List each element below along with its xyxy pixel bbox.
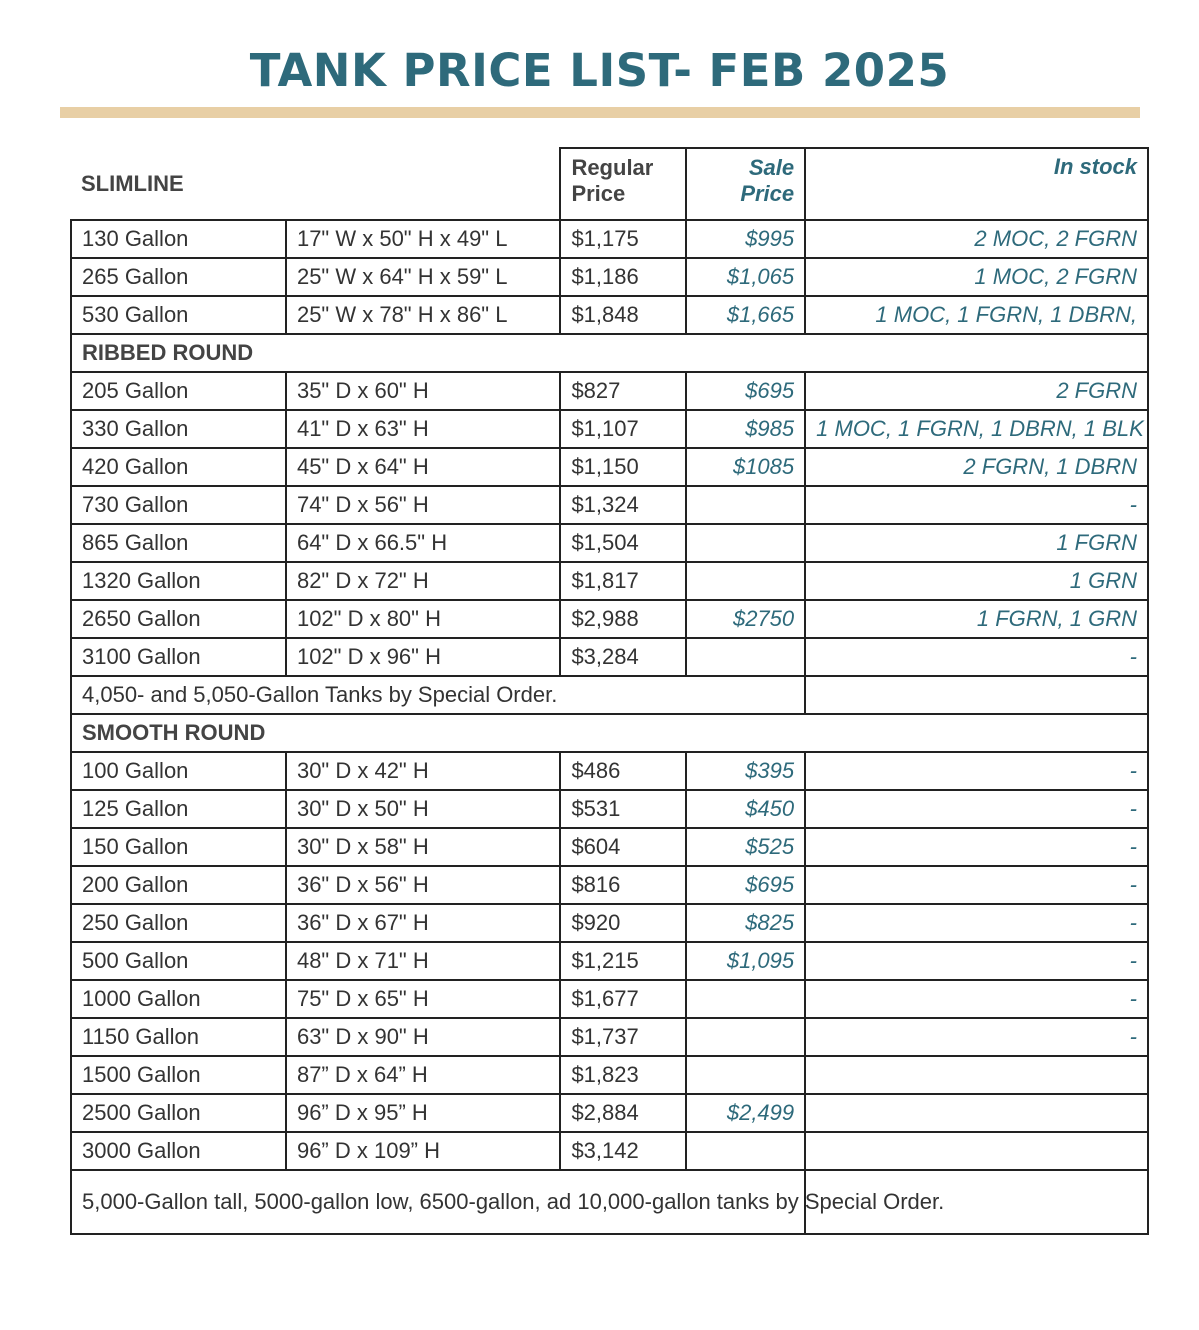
in-stock: -: [805, 828, 1148, 866]
tank-dimensions: 30" D x 50" H: [286, 790, 560, 828]
regular-price: $920: [560, 904, 686, 942]
in-stock: -: [805, 866, 1148, 904]
table-row: [71, 296, 1148, 334]
table-row: [71, 1056, 1148, 1094]
sale-price: $695: [686, 866, 805, 904]
in-stock: [805, 1094, 1148, 1132]
tank-size: 500 Gallon: [71, 942, 286, 980]
in-stock: -: [805, 904, 1148, 942]
table-row: [71, 524, 1148, 562]
regular-price: $1,150: [560, 448, 686, 486]
table-row: [71, 562, 1148, 600]
tank-dimensions: 82" D x 72" H: [286, 562, 560, 600]
sale-price: [686, 1018, 805, 1056]
in-stock: 1 FGRN, 1 GRN: [805, 600, 1148, 638]
tank-size: 2650 Gallon: [71, 600, 286, 638]
table-row: [71, 486, 1148, 524]
header-sale-price: Sale Price: [686, 148, 805, 220]
tank-dimensions: 30" D x 42" H: [286, 752, 560, 790]
sale-price: $995: [686, 220, 805, 258]
regular-price: $1,823: [560, 1056, 686, 1094]
tank-dimensions: 30" D x 58" H: [286, 828, 560, 866]
tank-size: 1000 Gallon: [71, 980, 286, 1018]
regular-price: $531: [560, 790, 686, 828]
tank-dimensions: 102" D x 96" H: [286, 638, 560, 676]
tank-dimensions: 25" W x 78" H x 86" L: [286, 296, 560, 334]
sale-price: $2,499: [686, 1094, 805, 1132]
sale-price: $1085: [686, 448, 805, 486]
tank-dimensions: 36" D x 67" H: [286, 904, 560, 942]
sale-price: $985: [686, 410, 805, 448]
in-stock: 1 GRN: [805, 562, 1148, 600]
table-row: [71, 942, 1148, 980]
table-row: [71, 752, 1148, 790]
sale-price: $2750: [686, 600, 805, 638]
tank-size: 730 Gallon: [71, 486, 286, 524]
in-stock: -: [805, 790, 1148, 828]
table-row: [71, 372, 1148, 410]
in-stock: 2 MOC, 2 FGRN: [805, 220, 1148, 258]
header-in-stock: In stock: [805, 148, 1148, 220]
header-regular-price: Regular Price: [560, 148, 686, 220]
tank-size: 3100 Gallon: [71, 638, 286, 676]
tank-size: 250 Gallon: [71, 904, 286, 942]
in-stock: 1 MOC, 2 FGRN: [805, 258, 1148, 296]
section-heading-ribbed: RIBBED ROUND: [71, 334, 805, 372]
in-stock: 1 MOC, 1 FGRN, 1 DBRN, 1 BLK: [805, 410, 1148, 448]
in-stock: -: [805, 638, 1148, 676]
in-stock: [805, 1132, 1148, 1170]
tank-dimensions: 41" D x 63" H: [286, 410, 560, 448]
sale-price: $695: [686, 372, 805, 410]
tank-size: 865 Gallon: [71, 524, 286, 562]
regular-price: $827: [560, 372, 686, 410]
sale-price: [686, 486, 805, 524]
sale-price: $1,065: [686, 258, 805, 296]
tank-size: 200 Gallon: [71, 866, 286, 904]
tank-dimensions: 96” D x 95” H: [286, 1094, 560, 1132]
in-stock: -: [805, 980, 1148, 1018]
tank-dimensions: 17" W x 50" H x 49" L: [286, 220, 560, 258]
in-stock: 1 FGRN: [805, 524, 1148, 562]
tank-dimensions: 102" D x 80" H: [286, 600, 560, 638]
regular-price: $1,107: [560, 410, 686, 448]
section-heading-slimline: SLIMLINE: [71, 148, 560, 220]
tank-dimensions: 75" D x 65" H: [286, 980, 560, 1018]
tank-dimensions: 36" D x 56" H: [286, 866, 560, 904]
tank-size: 1150 Gallon: [71, 1018, 286, 1056]
regular-price: $3,142: [560, 1132, 686, 1170]
sale-price: [686, 524, 805, 562]
regular-price: $1,175: [560, 220, 686, 258]
section-blank: [805, 714, 1148, 752]
tank-dimensions: 35" D x 60" H: [286, 372, 560, 410]
table-header-row: [71, 148, 1148, 220]
tank-dimensions: 64" D x 66.5" H: [286, 524, 560, 562]
tank-size: 205 Gallon: [71, 372, 286, 410]
tank-size: 130 Gallon: [71, 220, 286, 258]
regular-price: $816: [560, 866, 686, 904]
regular-price: $486: [560, 752, 686, 790]
regular-price: $3,284: [560, 638, 686, 676]
table-row: [71, 980, 1148, 1018]
tank-size: 1500 Gallon: [71, 1056, 286, 1094]
table-row: [71, 1094, 1148, 1132]
sale-price: $1,665: [686, 296, 805, 334]
table-row: [71, 828, 1148, 866]
regular-price: $604: [560, 828, 686, 866]
tank-dimensions: 63" D x 90" H: [286, 1018, 560, 1056]
in-stock: 2 FGRN, 1 DBRN: [805, 448, 1148, 486]
tank-size: 100 Gallon: [71, 752, 286, 790]
table-row: [71, 1132, 1148, 1170]
regular-price: $1,737: [560, 1018, 686, 1056]
regular-price: $1,817: [560, 562, 686, 600]
tank-size: 125 Gallon: [71, 790, 286, 828]
tank-dimensions: 87” D x 64” H: [286, 1056, 560, 1094]
table-row: [71, 1018, 1148, 1056]
title-divider: [60, 107, 1140, 118]
table-row: [71, 448, 1148, 486]
tank-size: 420 Gallon: [71, 448, 286, 486]
regular-price: $1,504: [560, 524, 686, 562]
regular-price: $2,884: [560, 1094, 686, 1132]
tank-dimensions: 25" W x 64" H x 59" L: [286, 258, 560, 296]
sale-price: [686, 1132, 805, 1170]
sale-price: [686, 1056, 805, 1094]
special-order-note: 4,050- and 5,050-Gallon Tanks by Special Order.: [71, 676, 805, 714]
table-row: [71, 258, 1148, 296]
tank-size: 330 Gallon: [71, 410, 286, 448]
tank-size: 3000 Gallon: [71, 1132, 286, 1170]
section-blank: [805, 334, 1148, 372]
regular-price: $1,186: [560, 258, 686, 296]
table-row: [71, 600, 1148, 638]
regular-price: $2,988: [560, 600, 686, 638]
sale-price: [686, 562, 805, 600]
regular-price: $1,848: [560, 296, 686, 334]
sale-price: $450: [686, 790, 805, 828]
in-stock: [805, 1056, 1148, 1094]
in-stock: 2 FGRN: [805, 372, 1148, 410]
table-row: [71, 904, 1148, 942]
table-row: [71, 790, 1148, 828]
price-table: [70, 147, 1149, 1235]
tank-size: 265 Gallon: [71, 258, 286, 296]
regular-price: $1,324: [560, 486, 686, 524]
section-row: [71, 334, 1148, 372]
sale-price: $825: [686, 904, 805, 942]
section-row: [71, 714, 1148, 752]
section-heading-smooth: SMOOTH ROUND: [71, 714, 805, 752]
tank-dimensions: 48" D x 71" H: [286, 942, 560, 980]
sale-price: $525: [686, 828, 805, 866]
tank-size: 530 Gallon: [71, 296, 286, 334]
tank-size: 2500 Gallon: [71, 1094, 286, 1132]
tank-size: 150 Gallon: [71, 828, 286, 866]
in-stock: -: [805, 486, 1148, 524]
in-stock: -: [805, 1018, 1148, 1056]
regular-price: $1,677: [560, 980, 686, 1018]
in-stock: 1 MOC, 1 FGRN, 1 DBRN,: [805, 296, 1148, 334]
table-row: [71, 866, 1148, 904]
in-stock: -: [805, 752, 1148, 790]
tank-dimensions: 45" D x 64" H: [286, 448, 560, 486]
page-title: TANK PRICE LIST- FEB 2025: [249, 44, 950, 97]
table-row: [71, 638, 1148, 676]
note-blank: [805, 676, 1148, 714]
tank-size: 1320 Gallon: [71, 562, 286, 600]
sale-price: [686, 980, 805, 1018]
special-order-row: [71, 1170, 1148, 1234]
special-order-row: [71, 676, 1148, 714]
tank-dimensions: 74" D x 56" H: [286, 486, 560, 524]
in-stock: -: [805, 942, 1148, 980]
table-row: [71, 410, 1148, 448]
table-row: [71, 220, 1148, 258]
sale-price: [686, 638, 805, 676]
special-order-note: 5,000-Gallon tall, 5000-gallon low, 6500-gallon, ad 10,000-gallon tanks by Special Order.: [71, 1170, 805, 1234]
regular-price: $1,215: [560, 942, 686, 980]
sale-price: $395: [686, 752, 805, 790]
sale-price: $1,095: [686, 942, 805, 980]
tank-dimensions: 96” D x 109” H: [286, 1132, 560, 1170]
